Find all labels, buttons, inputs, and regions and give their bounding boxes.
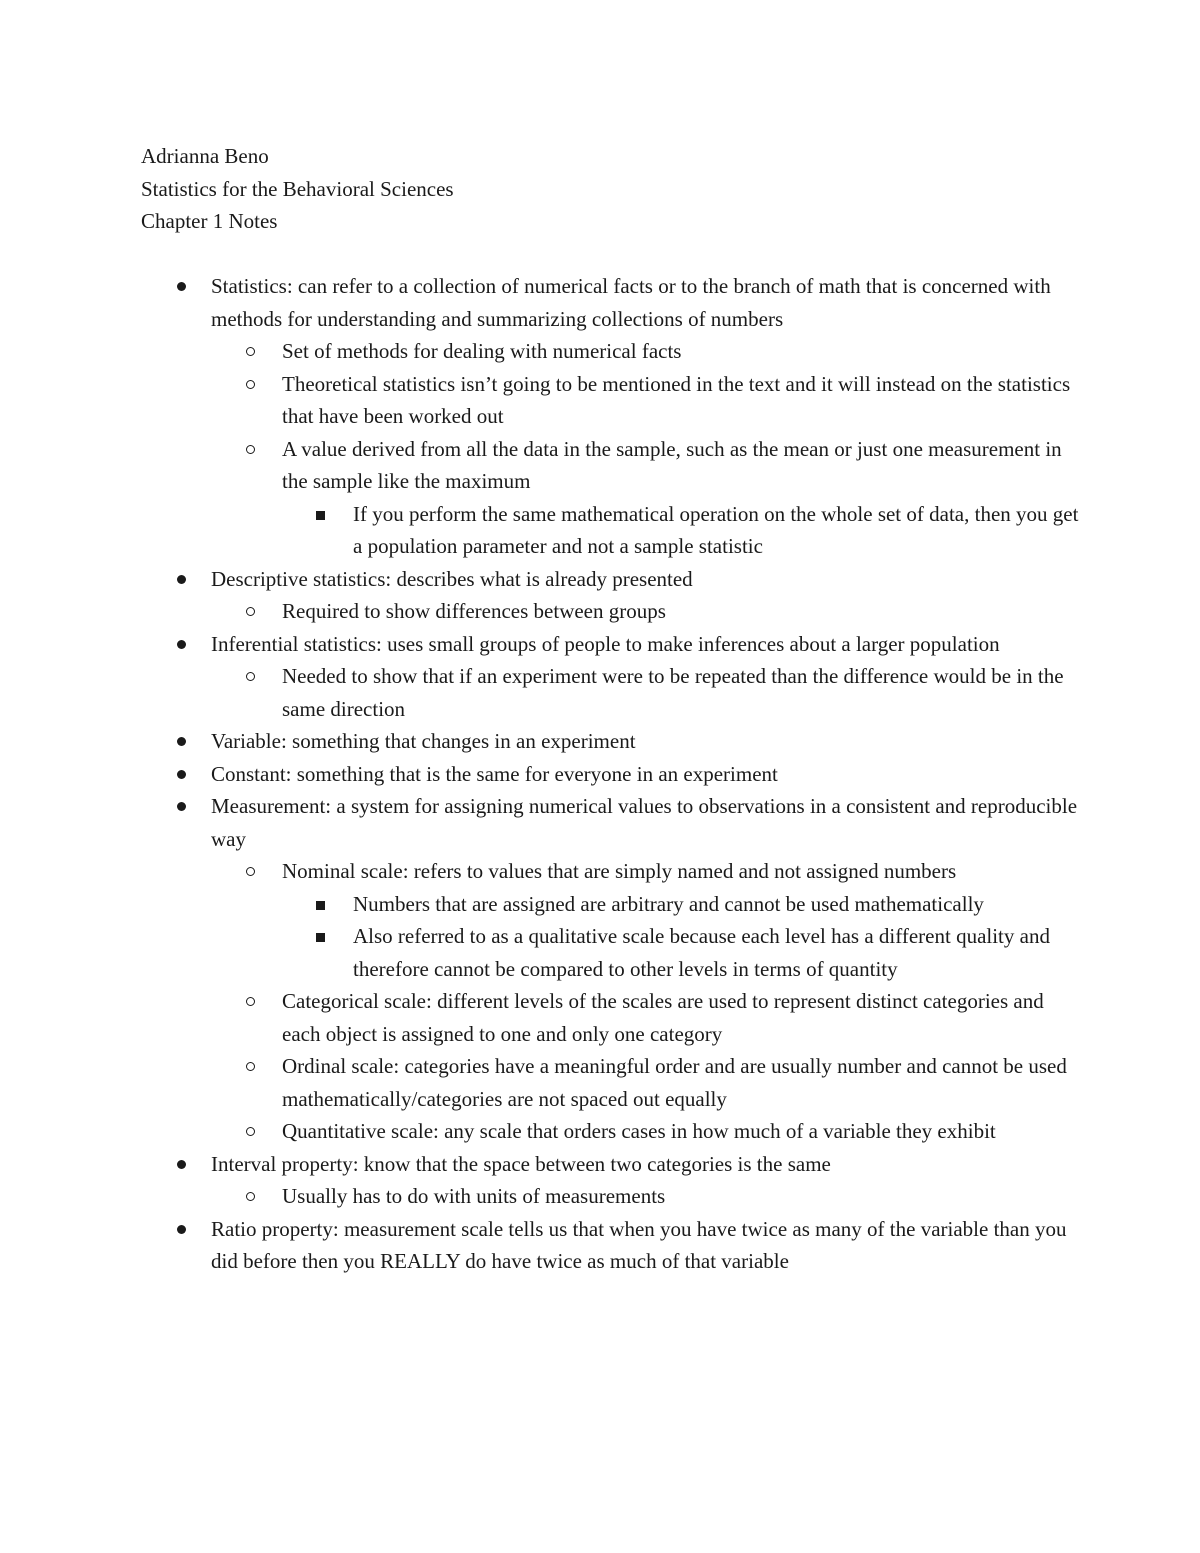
- notes-list: [141, 270, 1081, 1278]
- list-item-text: Statistics: can refer to a collection of numerical facts or to the branch of math that is concerned with methods for understanding and summarizing collections of numbers: [211, 274, 1051, 331]
- hollow-circle-bullet-icon: [246, 607, 255, 616]
- list-item: [211, 433, 1081, 563]
- list-item-text: Variable: something that changes in an experiment: [211, 729, 636, 753]
- list-item: [211, 1115, 1081, 1148]
- filled-circle-bullet-icon: [177, 575, 186, 584]
- square-bullet-icon: [316, 933, 325, 942]
- filled-circle-bullet-icon: [177, 1160, 186, 1169]
- list-item: [211, 660, 1081, 725]
- filled-circle-bullet-icon: [177, 1225, 186, 1234]
- hollow-circle-bullet-icon: [246, 380, 255, 389]
- list-item-text: Required to show differences between groups: [282, 599, 666, 623]
- list-item-text: Inferential statistics: uses small groups of people to make inferences about a larger population: [211, 631, 1000, 656]
- hollow-circle-bullet-icon: [246, 867, 255, 876]
- list-item-text: Also referred to as a qualitative scale because each level has a different quality and therefore cannot be compared to other levels in terms of quantity: [353, 924, 1050, 981]
- list-item: [211, 335, 1081, 368]
- list-item: [282, 920, 1081, 985]
- filled-circle-bullet-icon: [177, 802, 186, 811]
- list-item: [141, 628, 1081, 726]
- filled-circle-bullet-icon: [177, 282, 186, 291]
- hollow-circle-bullet-icon: [246, 445, 255, 454]
- list-item-text: Constant: something that is the same for everyone in an experiment: [211, 761, 778, 786]
- list-item: [141, 790, 1081, 1148]
- list-item-text: Measurement: a system for assigning numerical values to observations in a consistent and reproducible way: [211, 794, 1078, 851]
- list-item-text: Descriptive statistics: describes what is already presented: [211, 566, 693, 591]
- sub-list: [211, 595, 1081, 628]
- list-item: [211, 1180, 1081, 1213]
- list-item: [282, 888, 1081, 921]
- hollow-circle-bullet-icon: [246, 1062, 255, 1071]
- course-title: Statistics for the Behavioral Sciences: [141, 176, 454, 201]
- list-item-text: Needed to show that if an experiment were to be repeated than the difference would be in the same direction: [282, 664, 1064, 721]
- sub-list: [211, 660, 1081, 725]
- list-item-text: Interval property: know that the space between two categories is the same: [211, 1151, 831, 1176]
- list-item: [211, 855, 1081, 985]
- list-item-text: Usually has to do with units of measurements: [282, 1184, 666, 1208]
- list-item: [141, 758, 1081, 791]
- list-item: [282, 498, 1081, 563]
- hollow-circle-bullet-icon: [246, 347, 255, 356]
- list-item-text: Quantitative scale: any scale that orders cases in how much of a variable they exhibit: [282, 1119, 996, 1143]
- list-item-text: Nominal scale: refers to values that are simply named and not assigned numbers: [282, 859, 957, 883]
- blank-line: [141, 238, 1081, 271]
- chapter-title: Chapter 1 Notes: [141, 209, 278, 233]
- list-item: [141, 1213, 1081, 1278]
- list-item: [211, 1050, 1081, 1115]
- list-item-text: If you perform the same mathematical operation on the whole set of data, then you get a population parameter and not a sample statistic: [353, 501, 1079, 558]
- author-name: Adrianna Beno: [141, 144, 269, 168]
- filled-circle-bullet-icon: [177, 770, 186, 779]
- list-item-text: Ordinal scale: categories have a meaningful order and are usually number and cannot be used mathematically/categories are not spaced out equally: [282, 1054, 1067, 1111]
- hollow-circle-bullet-icon: [246, 1192, 255, 1201]
- sub-list: [211, 335, 1081, 563]
- hollow-circle-bullet-icon: [246, 1127, 255, 1136]
- list-item-text: Categorical scale: different levels of the scales are used to represent distinct categories and each object is assigned to one and only one category: [282, 989, 1044, 1046]
- list-item-text: Ratio property: measurement scale tells us that when you have twice as many of the variable than you did before then you REALLY do have twice as much of that variable: [211, 1216, 1067, 1273]
- list-item: [141, 1148, 1081, 1213]
- document-page: [141, 140, 1081, 1278]
- filled-circle-bullet-icon: [177, 737, 186, 746]
- square-bullet-icon: [316, 901, 325, 910]
- list-item: [211, 985, 1081, 1050]
- filled-circle-bullet-icon: [177, 640, 186, 649]
- list-item-text: Set of methods for dealing with numerical facts: [282, 339, 682, 363]
- sub-list: [211, 855, 1081, 1148]
- square-bullet-icon: [316, 511, 325, 520]
- list-item: [141, 270, 1081, 563]
- list-item-text: Theoretical statistics isn’t going to be mentioned in the text and it will instead on the statistics that have been worked out: [282, 371, 1071, 428]
- list-item: [211, 368, 1081, 433]
- sub-sub-list: [282, 888, 1081, 986]
- hollow-circle-bullet-icon: [246, 672, 255, 681]
- list-item: [211, 595, 1081, 628]
- list-item: [141, 725, 1081, 758]
- sub-sub-list: [282, 498, 1081, 563]
- list-item: [141, 563, 1081, 628]
- hollow-circle-bullet-icon: [246, 997, 255, 1006]
- list-item-text: Numbers that are assigned are arbitrary and cannot be used mathematically: [353, 891, 984, 916]
- sub-list: [211, 1180, 1081, 1213]
- list-item-text: A value derived from all the data in the sample, such as the mean or just one measurement in the sample like the maximum: [282, 436, 1062, 493]
